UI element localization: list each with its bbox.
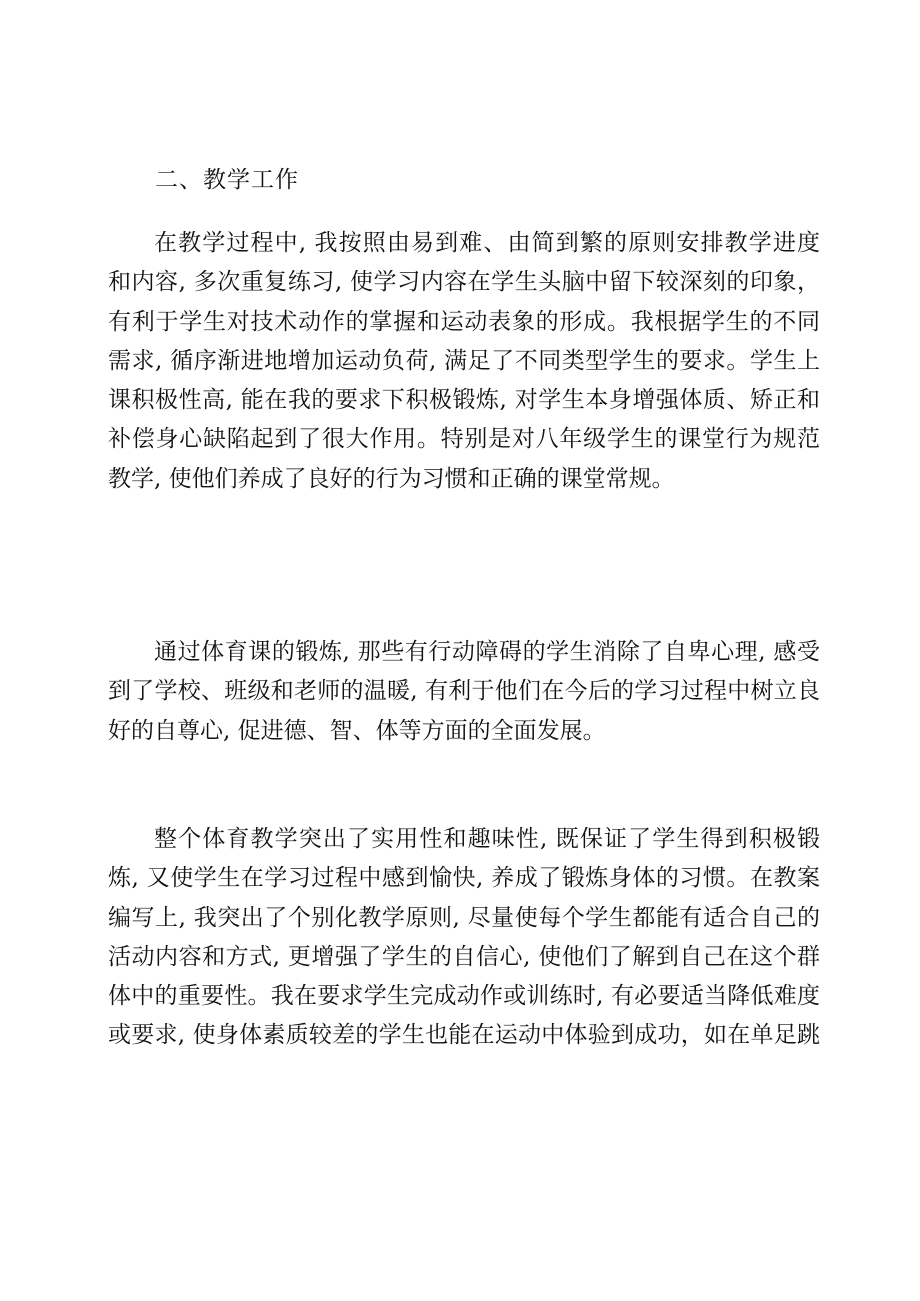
paragraph-line: 补偿身心缺陷起到了很大作用。特别是对八年级学生的课堂行为规范	[108, 426, 820, 453]
paragraph-teaching-process	[108, 224, 820, 499]
paragraph-pe-benefits	[108, 633, 820, 751]
paragraph-line: 炼, 又使学生在学习过程中感到愉快, 养成了锻炼身体的习惯。在教案	[108, 865, 820, 892]
paragraph-line: 好的自尊心, 促进德、智、体等方面的全面发展。	[108, 717, 606, 744]
paragraph-line: 在教学过程中, 我按照由易到难、由简到繁的原则安排教学进度	[154, 230, 820, 256]
paragraph-line: 需求, 循序渐进地增加运动负荷, 满足了不同类型学生的要求。学生上	[108, 347, 820, 374]
paragraph-line: 有利于学生对技术动作的掌握和运动表象的形成。我根据学生的不同	[108, 308, 820, 335]
paragraph-line: 或要求, 使身体素质较差的学生也能在运动中体验到成功，如在单足跳	[108, 1022, 820, 1049]
paragraph-line: 和内容, 多次重复练习, 使学习内容在学生头脑中留下较深刻的印象，	[108, 269, 820, 296]
paragraph-line: 活动内容和方式, 更增强了学生的自信心, 使他们了解到自己在这个群	[108, 943, 820, 970]
paragraph-teaching-summary	[108, 820, 820, 1056]
section-heading: 二、教学工作	[155, 167, 299, 193]
paragraph-line: 教学, 使他们养成了良好的行为习惯和正确的课堂常规。	[108, 465, 675, 492]
paragraph-line: 编写上, 我突出了个别化教学原则, 尽量使每个学生都能有适合自己的	[108, 904, 820, 931]
paragraph-line: 课积极性高, 能在我的要求下积极锻炼, 对学生本身增强体质、矫正和	[108, 387, 820, 414]
paragraph-line: 到了学校、班级和老师的温暖, 有利于他们在今后的学习过程中树立良	[108, 678, 820, 705]
paragraph-line: 整个体育教学突出了实用性和趣味性, 既保证了学生得到积极锻	[154, 826, 820, 852]
paragraph-line: 通过体育课的锻炼, 那些有行动障碍的学生消除了自卑心理, 感受	[154, 639, 820, 665]
paragraph-line: 体中的重要性。我在要求学生完成动作或训练时, 有必要适当降低难度	[108, 983, 820, 1010]
